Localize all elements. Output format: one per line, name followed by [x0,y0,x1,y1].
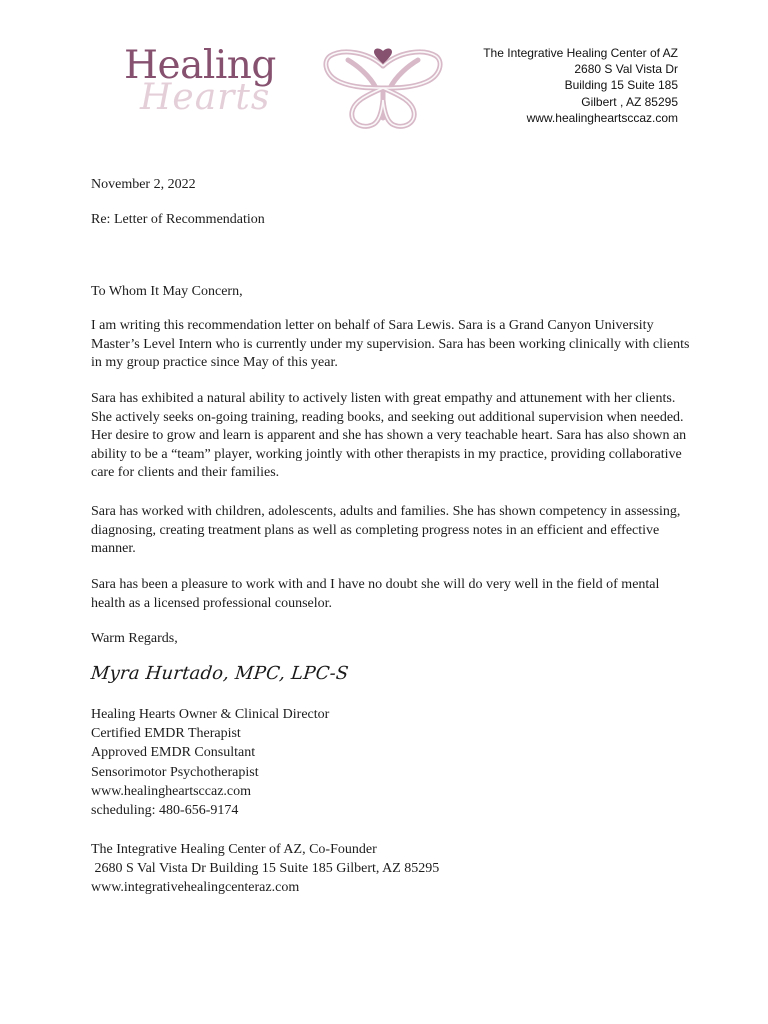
address-line: Building 15 Suite 185 [564,78,678,93]
center-line: The Integrative Healing Center of AZ, Co-Founder [91,842,377,857]
logo-script: Hearts [140,77,271,118]
scheduling-phone[interactable]: scheduling: 480-656-9174 [91,803,239,819]
website-link[interactable]: www.healingheartsccaz.com [91,783,252,799]
letter-subject: Re: Letter of Recommendation [91,212,265,227]
title-line: Sensorimotor Psychotherapist [91,764,259,780]
logo-word: Healing [124,43,276,88]
signature: Myra Hurtado, MPC, LPC-S [89,663,350,684]
title-line: Healing Hearts Owner & Clinical Director [91,707,330,722]
paragraph: Sara has worked with children, adolescents, adults and families. She has shown competency in assessing, diagnosing, creating treatment plans as well as completing progress notes in an efficient and effective manner. [91,504,681,557]
address-line: Gilbert , AZ 85295 [581,94,678,109]
center-address: 2680 S Val Vista Dr Building 15 Suite 185 Gilbert, AZ 85295 [91,861,440,877]
letter-date: November 2, 2022 [91,177,196,192]
address-website-link[interactable]: www.healingheartsccaz.com [526,110,678,125]
address-line: 2680 S Val Vista Dr [574,62,678,77]
butterfly-heart-icon [318,44,448,134]
paragraph: Sara has been a pleasure to work with and I have no doubt she will do very well in the field of mental health as a licensed professional counselor. [91,577,660,611]
letter-closing: Warm Regards, [91,631,178,646]
letterhead-address [483,45,678,126]
center-info [91,840,439,898]
letter-greeting: To Whom It May Concern, [91,284,243,299]
title-line: Approved EMDR Consultant [91,745,256,761]
paragraph: I am writing this recommendation letter on behalf of Sara Lewis. Sara is a Grand Canyon University Master’s Level Intern who is currently under my supervision. Sara has been working clinically with clients in my group practice since May of this year. [91,318,690,371]
title-line: Certified EMDR Therapist [91,726,241,742]
center-website-link[interactable]: www.integrativehealingcenteraz.com [91,880,300,896]
signer-titles [91,705,329,820]
address-line: The Integrative Healing Center of AZ [483,46,678,60]
healing-hearts-logo [118,44,288,134]
paragraph: Sara has exhibited a natural ability to actively listen with great empathy and attunement with her clients. She actively seeks on-going training, reading books, and seeking out additional supervision when needed. Her desire to grow and learn is apparent and she has shown a very teachable heart. Sara has also shown an ability to be a “team” player, working jointly with other therapists in my practice, providing collaborative care for clients and their families. [91,391,687,481]
